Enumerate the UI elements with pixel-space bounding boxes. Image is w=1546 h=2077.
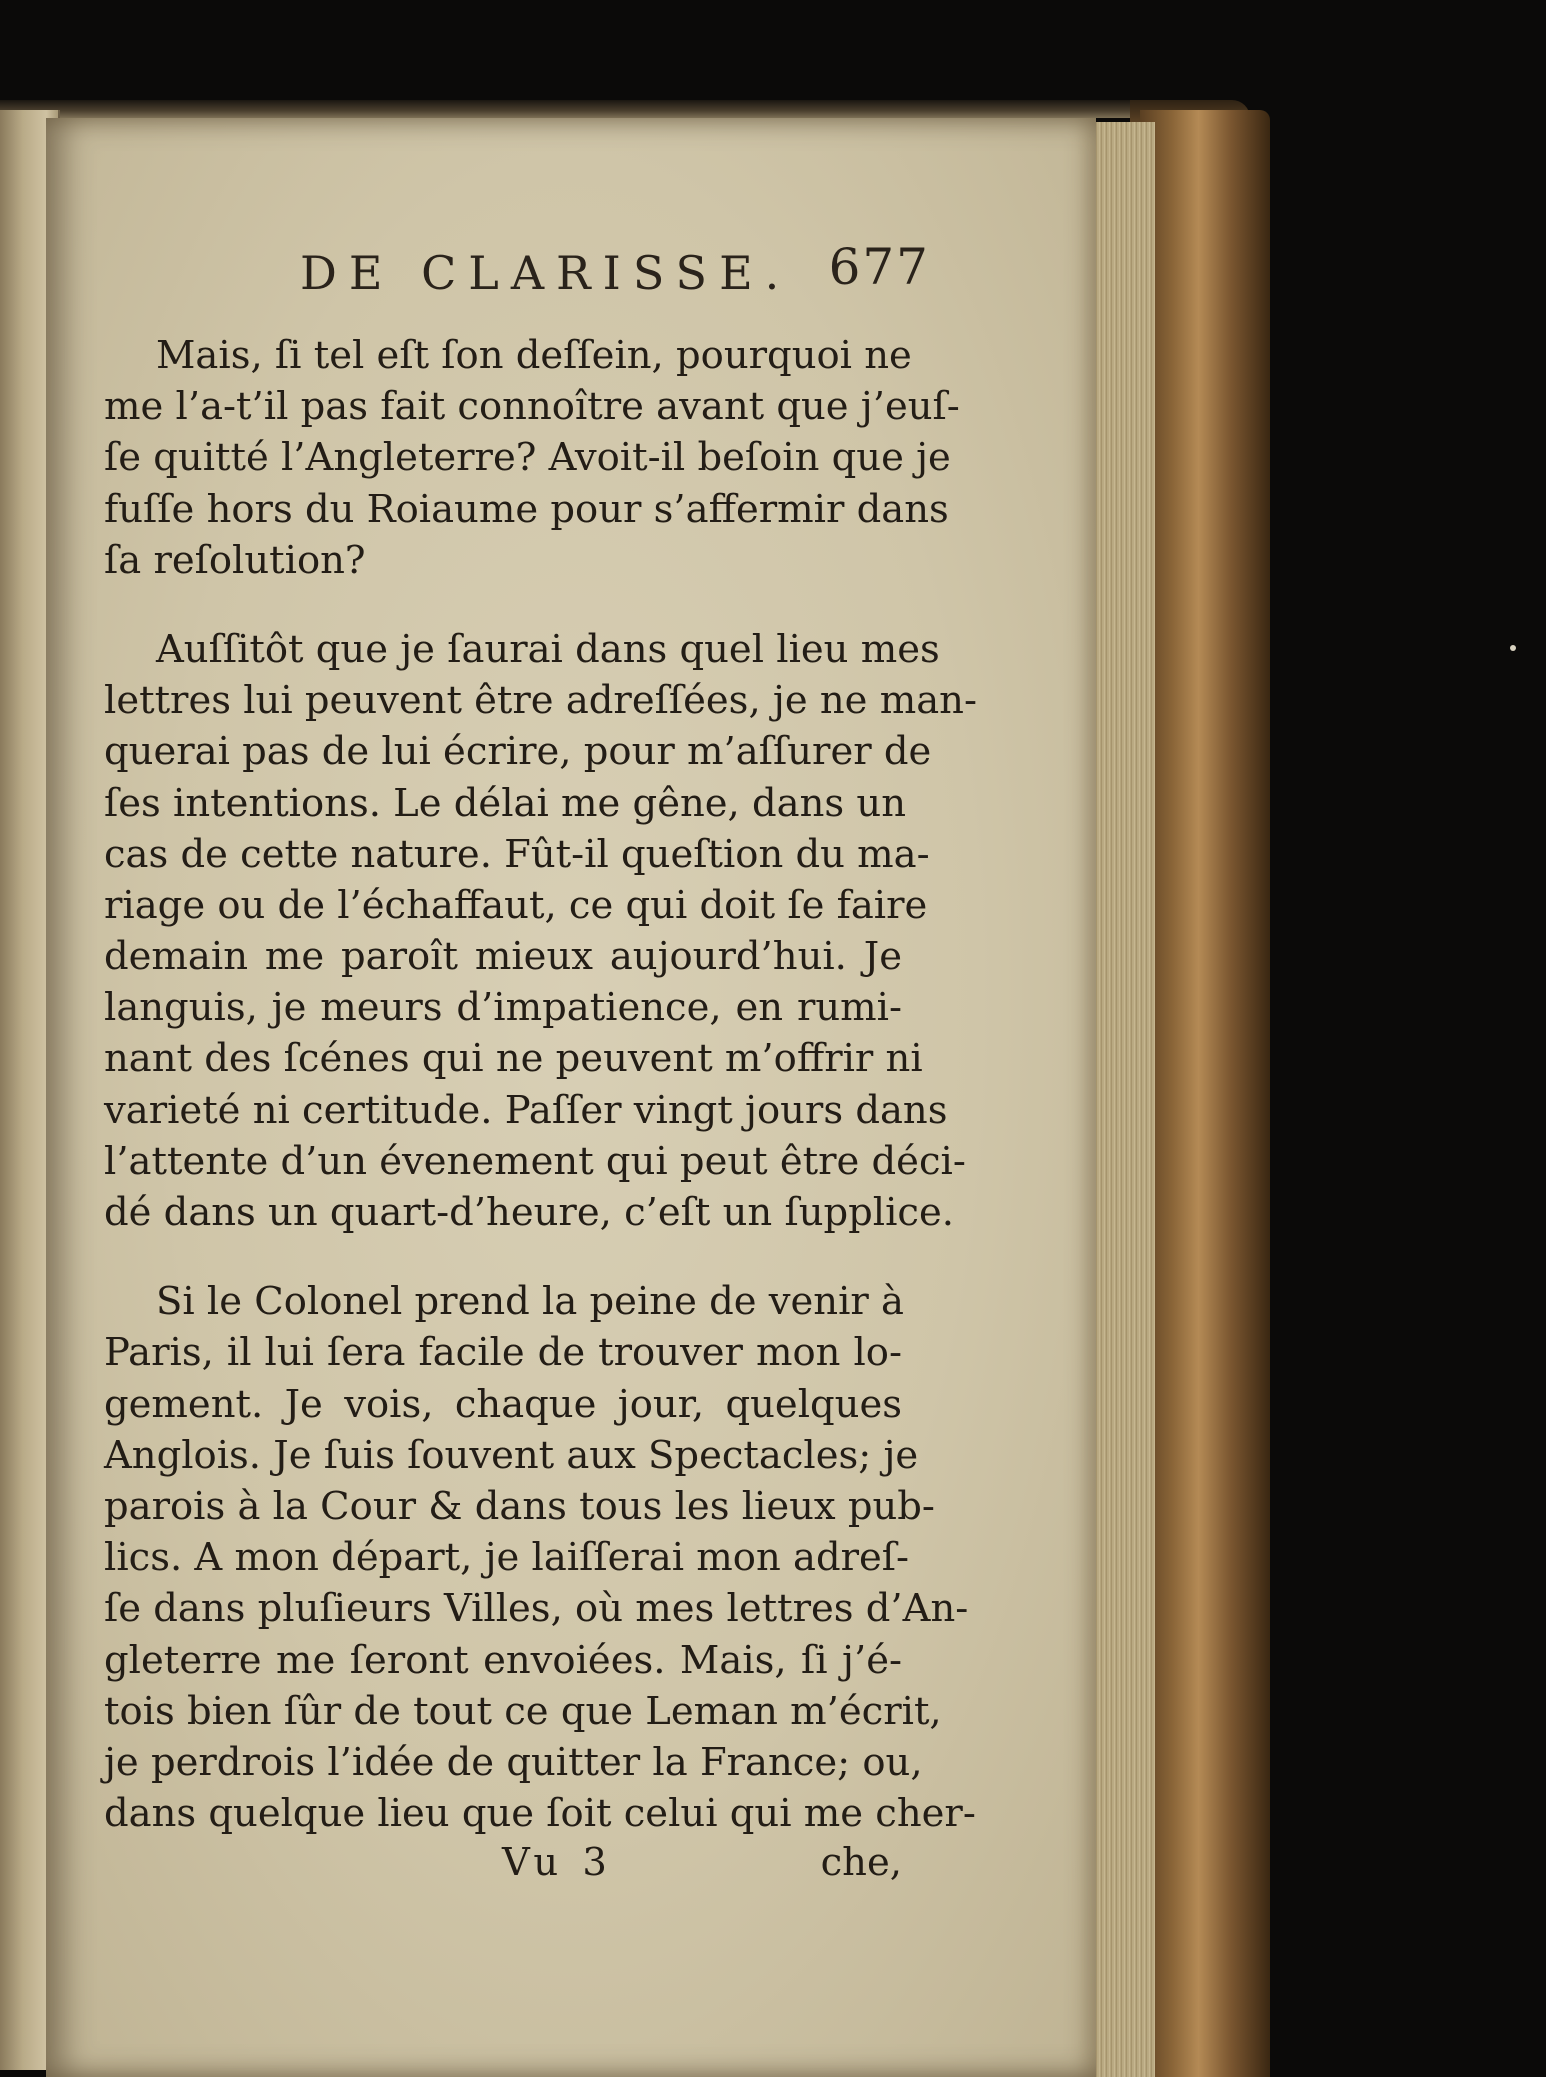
paragraph-gap (104, 586, 902, 624)
text-line: parois à la Cour & dans tous les lieux pub- (104, 1483, 935, 1529)
page-fore-edge (1090, 122, 1155, 2077)
text-line: fuſſe hors du Roiaume pour s’affermir dans (104, 486, 949, 532)
dust-speck (1510, 645, 1516, 651)
paragraph-gap (104, 1238, 902, 1276)
text-line: cas de cette nature. Fût-il queſtion du ma- (104, 831, 930, 877)
text-line: querai pas de lui écrire, pour m’aſſurer de (104, 729, 932, 775)
page-number: 677 (828, 238, 930, 296)
text-line: Paris, il lui ſera facile de trouver mon lo- (104, 1330, 902, 1376)
text-line: ſe quitté l’Angleterre? Avoit-il beſoin que je (104, 435, 951, 481)
text-line: dans quelque lieu que ſoit celui qui me cher- (104, 1791, 976, 1837)
page-footer (104, 1840, 902, 1896)
text-line: Anglois. Je ſuis ſouvent aux Spectacles; je (104, 1432, 919, 1478)
text-line: lics. A mon départ, je laiſſerai mon adreſ- (104, 1535, 910, 1581)
text-line: Si le Colonel prend la peine de venir à (156, 1279, 905, 1325)
text-line: lettres lui peuvent être adreſſées, je ne man- (104, 678, 977, 724)
text-line: gleterre me ſeront envoiées. Mais, ſi j’é- (104, 1637, 902, 1683)
signature-mark: Vu 3 (502, 1840, 613, 1885)
text-line: me l’a-t’il pas fait connoître avant que j’euſ- (104, 384, 960, 430)
paragraph-3 (104, 1276, 976, 1839)
text-line: dé dans un quart-d’heure, c’eſt un ſupplice. (104, 1190, 955, 1235)
text-line: je perdrois l’idée de quitter la France; ou, (104, 1739, 923, 1785)
running-title: DE CLARISSE. (300, 246, 792, 300)
text-line: Mais, ſi tel eſt ſon deſſein, pourquoi ne (156, 333, 912, 378)
text-line: l’attente d’un évenement qui peut être déci- (104, 1138, 966, 1184)
text-line: ſa reſolution? (104, 537, 366, 583)
paragraph-2 (104, 624, 977, 1238)
text-line: gement. Je vois, chaque jour, quelques (104, 1381, 902, 1427)
text-line: demain me paroît mieux aujourd’hui. Je (104, 934, 902, 980)
text-line: languis, je meurs d’impatience, en rumi- (104, 985, 902, 1031)
page-body (104, 330, 977, 1839)
leather-cover-edge (1140, 110, 1270, 2077)
catchword: che, (820, 1840, 902, 1885)
text-line: ſes intentions. Le délai me gêne, dans un (104, 780, 907, 826)
text-line: nant des ſcénes qui ne peuvent m’offrir ni (104, 1036, 923, 1082)
book-top-shadow (0, 100, 1130, 118)
text-line: tois bien ſûr de tout ce que Leman m’écrit, (104, 1688, 942, 1734)
text-line: riage ou de l’échaffaut, ce qui doit ſe faire (104, 882, 928, 928)
page-header (300, 238, 940, 308)
text-line: varieté ni certitude. Paſſer vingt jours dans (104, 1087, 948, 1133)
text-line: ſe dans pluſieurs Villes, où mes lettres d’An- (104, 1586, 969, 1632)
paragraph-1 (104, 330, 960, 586)
text-line: Auſſitôt que je ſaurai dans quel lieu mes (156, 626, 940, 672)
